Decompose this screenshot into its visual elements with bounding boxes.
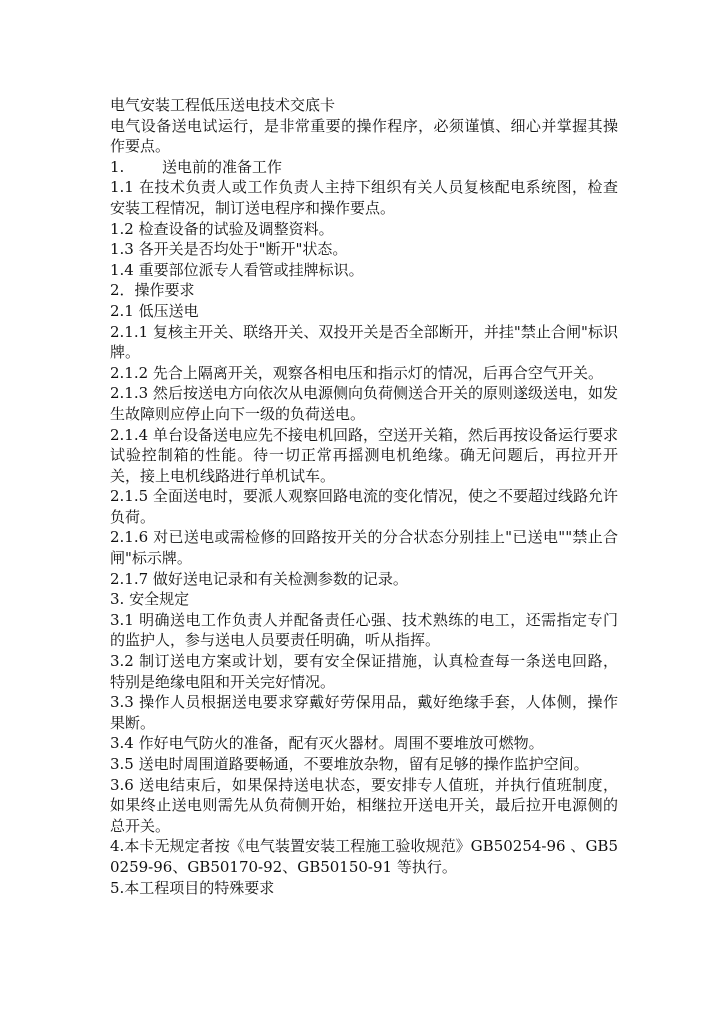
item-2-1-2: 2.1.2 先合上隔离开关，观察各相电压和指示灯的情况，后再合空气开关。	[110, 363, 603, 382]
section-1-number: 1.	[110, 157, 125, 176]
item-3-1: 3.1 明确送电工作负责人并配备责任心强、技术熟练的电工，还需指定专门的监护人，参与送电人员要责任明确，听从指挥。	[110, 610, 618, 650]
section-4-paragraph: 4.本卡无规定者按《电气装置安装工程施工验收规范》GB50254-96 、GB50259-96、GB50170-92、GB50150-91 等执行。	[110, 837, 618, 876]
item-3-6: 3.6 送电结束后，如果保持送电状态，要安排专人值班，并执行值班制度，如果终止送电则需先从负荷侧开始，相继拉开送电开关，最后拉开电源侧的总开关。	[110, 775, 618, 835]
item-3-5: 3.5 送电时周围道路要畅通，不要堆放杂物，留有足够的操作监护空间。	[110, 755, 589, 773]
section-5-paragraph: 5.本工程项目的特殊要求	[110, 878, 275, 897]
item-1-3: 1.3 各开关是否均处于"断开"状态。	[110, 240, 348, 259]
section-1-title: 送电前的准备工作	[162, 157, 283, 176]
intro-paragraph: 电气设备送电试运行，是非常重要的操作程序，必须谨慎、细心并掌握其操作要点。	[110, 116, 618, 156]
item-1-1: 1.1 在技术负责人或工作负责人主持下组织有关人员复核配电系统图，检查安装工程情况，制订送电程序和操作要点。	[110, 178, 618, 217]
item-1-4: 1.4 重要部位派专人看管或挂牌标识。	[110, 260, 364, 279]
item-1-2: 1.2 检查设备的试验及调整资料。	[110, 219, 334, 238]
document-page	[110, 95, 618, 898]
section-2-heading: 2．操作要求	[110, 281, 195, 300]
item-2-1-3: 2.1.3 然后按送电方向依次从电源侧向负荷侧送合开关的原则遂级送电，如发生故障则应停止向下一级的负荷送电。	[110, 384, 618, 423]
item-2-1-4: 2.1.4 单台设备送电应先不接电机回路，空送开关箱，然后再按设备运行要求试验控制箱的性能。待一切正常再摇测电机绝缘。确无问题后，再拉开开关，接上电机线路进行单机试车。	[110, 425, 618, 485]
item-2-1-7: 2.1.7 做好送电记录和有关检测参数的记录。	[110, 569, 408, 588]
document-title: 电气安装工程低压送电技术交底卡	[110, 96, 336, 114]
item-3-3: 3.3 操作人员根据送电要求穿戴好劳保用品，戴好绝缘手套，人体侧，操作果断。	[110, 693, 618, 732]
item-2-1-5: 2.1.5 全面送电时，要派人观察回路电流的变化情况，使之不要超过线路允许负荷。	[110, 487, 618, 526]
item-3-4: 3.4 作好电气防火的准备，配有灭火器材。周围不要堆放可燃物。	[110, 734, 544, 753]
section-3-heading: 3. 安全规定	[110, 590, 190, 609]
section-1-heading	[110, 157, 618, 178]
item-2-1-6: 2.1.6 对已送电或需检修的回路按开关的分合状态分别挂上"已送电""禁止合闸"标示牌。	[110, 528, 618, 568]
item-2-1-1: 2.1.1 复核主开关、联络开关、双投开关是否全部断开，并挂"禁止合闸"标识牌。	[110, 322, 618, 362]
item-3-2: 3.2 制订送电方案或计划，要有安全保证措施，认真检查每一条送电回路，特别是绝缘电阻和开关完好情况。	[110, 652, 618, 691]
section-2-1-heading: 2.1 低压送电	[110, 301, 199, 320]
